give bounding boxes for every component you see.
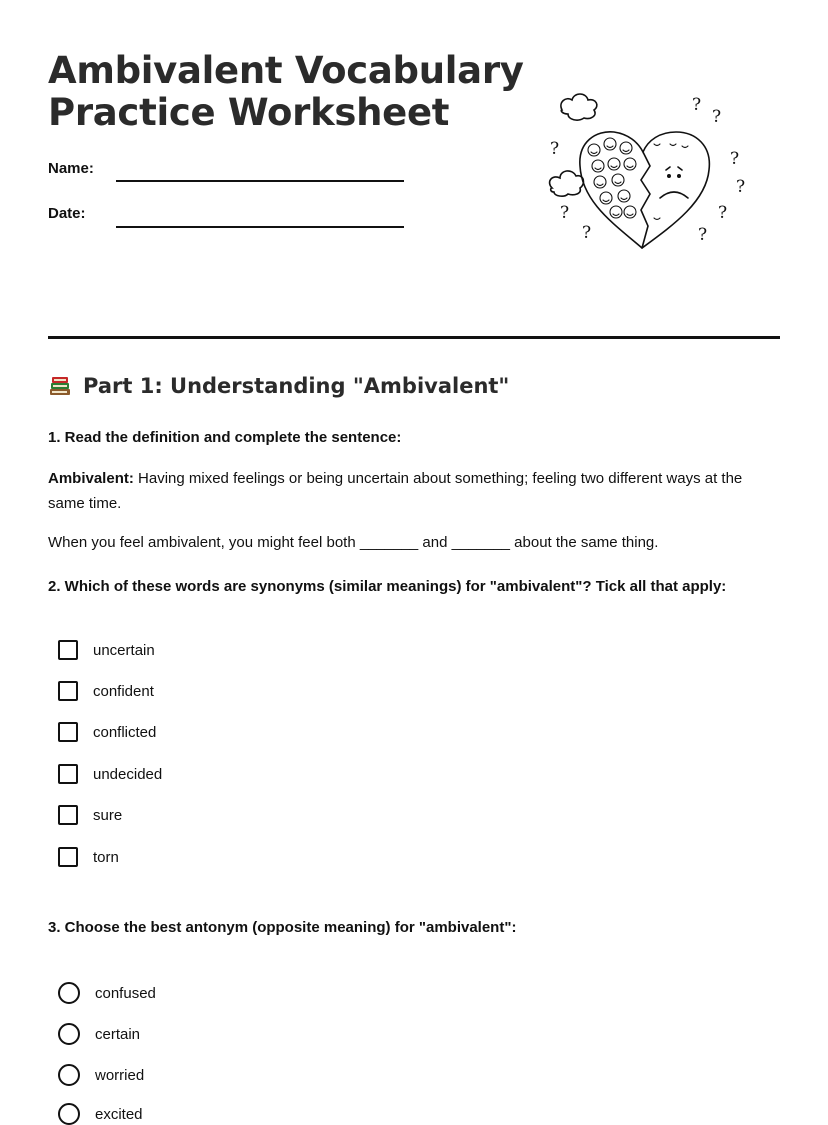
svg-text:?: ? <box>698 225 708 245</box>
svg-text:?: ? <box>712 107 722 127</box>
option-label: torn <box>93 848 119 866</box>
definition-text: Having mixed feelings or being uncertain about something; feeling two different ways at the same time. <box>48 470 743 512</box>
checkbox[interactable] <box>58 681 78 701</box>
svg-text:?: ? <box>736 177 746 197</box>
definition <box>48 466 778 516</box>
svg-text:?: ? <box>582 223 592 243</box>
antonym-option[interactable] <box>58 1064 144 1086</box>
name-label: Name: <box>48 160 94 177</box>
synonym-option[interactable] <box>58 805 122 825</box>
option-label: confident <box>93 682 154 700</box>
part1-title <box>48 374 509 398</box>
definition-term: Ambivalent: <box>48 470 134 487</box>
antonym-option[interactable] <box>58 982 156 1004</box>
option-label: worried <box>95 1066 145 1084</box>
checkbox[interactable] <box>58 640 78 660</box>
synonym-option[interactable] <box>58 722 156 742</box>
books-icon <box>48 374 72 398</box>
worksheet-title <box>48 50 524 134</box>
radio-button[interactable] <box>58 982 80 1004</box>
synonym-option[interactable] <box>58 681 154 701</box>
part1-title-text: Part 1: Understanding "Ambivalent" <box>83 374 510 398</box>
option-label: sure <box>93 806 123 824</box>
antonym-option[interactable] <box>58 1103 143 1125</box>
svg-text:?: ? <box>560 203 570 223</box>
radio-button[interactable] <box>58 1103 80 1125</box>
title-line-2: Practice Worksheet <box>48 91 450 134</box>
svg-text:?: ? <box>730 149 740 169</box>
synonym-option[interactable] <box>58 847 119 867</box>
title-line-1: Ambivalent Vocabulary <box>48 49 524 92</box>
svg-text:?: ? <box>692 95 702 115</box>
svg-text:?: ? <box>718 203 728 223</box>
antonym-option[interactable] <box>58 1023 140 1045</box>
synonym-option[interactable] <box>58 640 155 660</box>
option-label: excited <box>95 1105 143 1123</box>
option-label: certain <box>95 1025 141 1043</box>
section-divider <box>48 336 780 339</box>
date-label: Date: <box>48 205 86 222</box>
fill-in-sentence: When you feel ambivalent, you might feel both _______ and _______ about the same thing. <box>48 534 659 551</box>
checkbox[interactable] <box>58 805 78 825</box>
checkbox[interactable] <box>58 764 78 784</box>
option-label: undecided <box>93 765 163 783</box>
mixed-feelings-heart-icon <box>542 84 754 256</box>
radio-button[interactable] <box>58 1064 80 1086</box>
name-field[interactable] <box>116 180 404 182</box>
q1-heading: 1. Read the definition and complete the sentence: <box>48 429 402 446</box>
synonym-option[interactable] <box>58 764 162 784</box>
option-label: uncertain <box>93 641 155 659</box>
option-label: conflicted <box>93 723 157 741</box>
q2-heading: 2. Which of these words are synonyms (similar meanings) for "ambivalent"? Tick all that apply: <box>48 578 727 595</box>
radio-button[interactable] <box>58 1023 80 1045</box>
option-label: confused <box>95 984 156 1002</box>
svg-text:?: ? <box>550 139 560 159</box>
checkbox[interactable] <box>58 847 78 867</box>
checkbox[interactable] <box>58 722 78 742</box>
q3-heading: 3. Choose the best antonym (opposite meaning) for "ambivalent": <box>48 919 517 936</box>
date-field[interactable] <box>116 226 404 228</box>
